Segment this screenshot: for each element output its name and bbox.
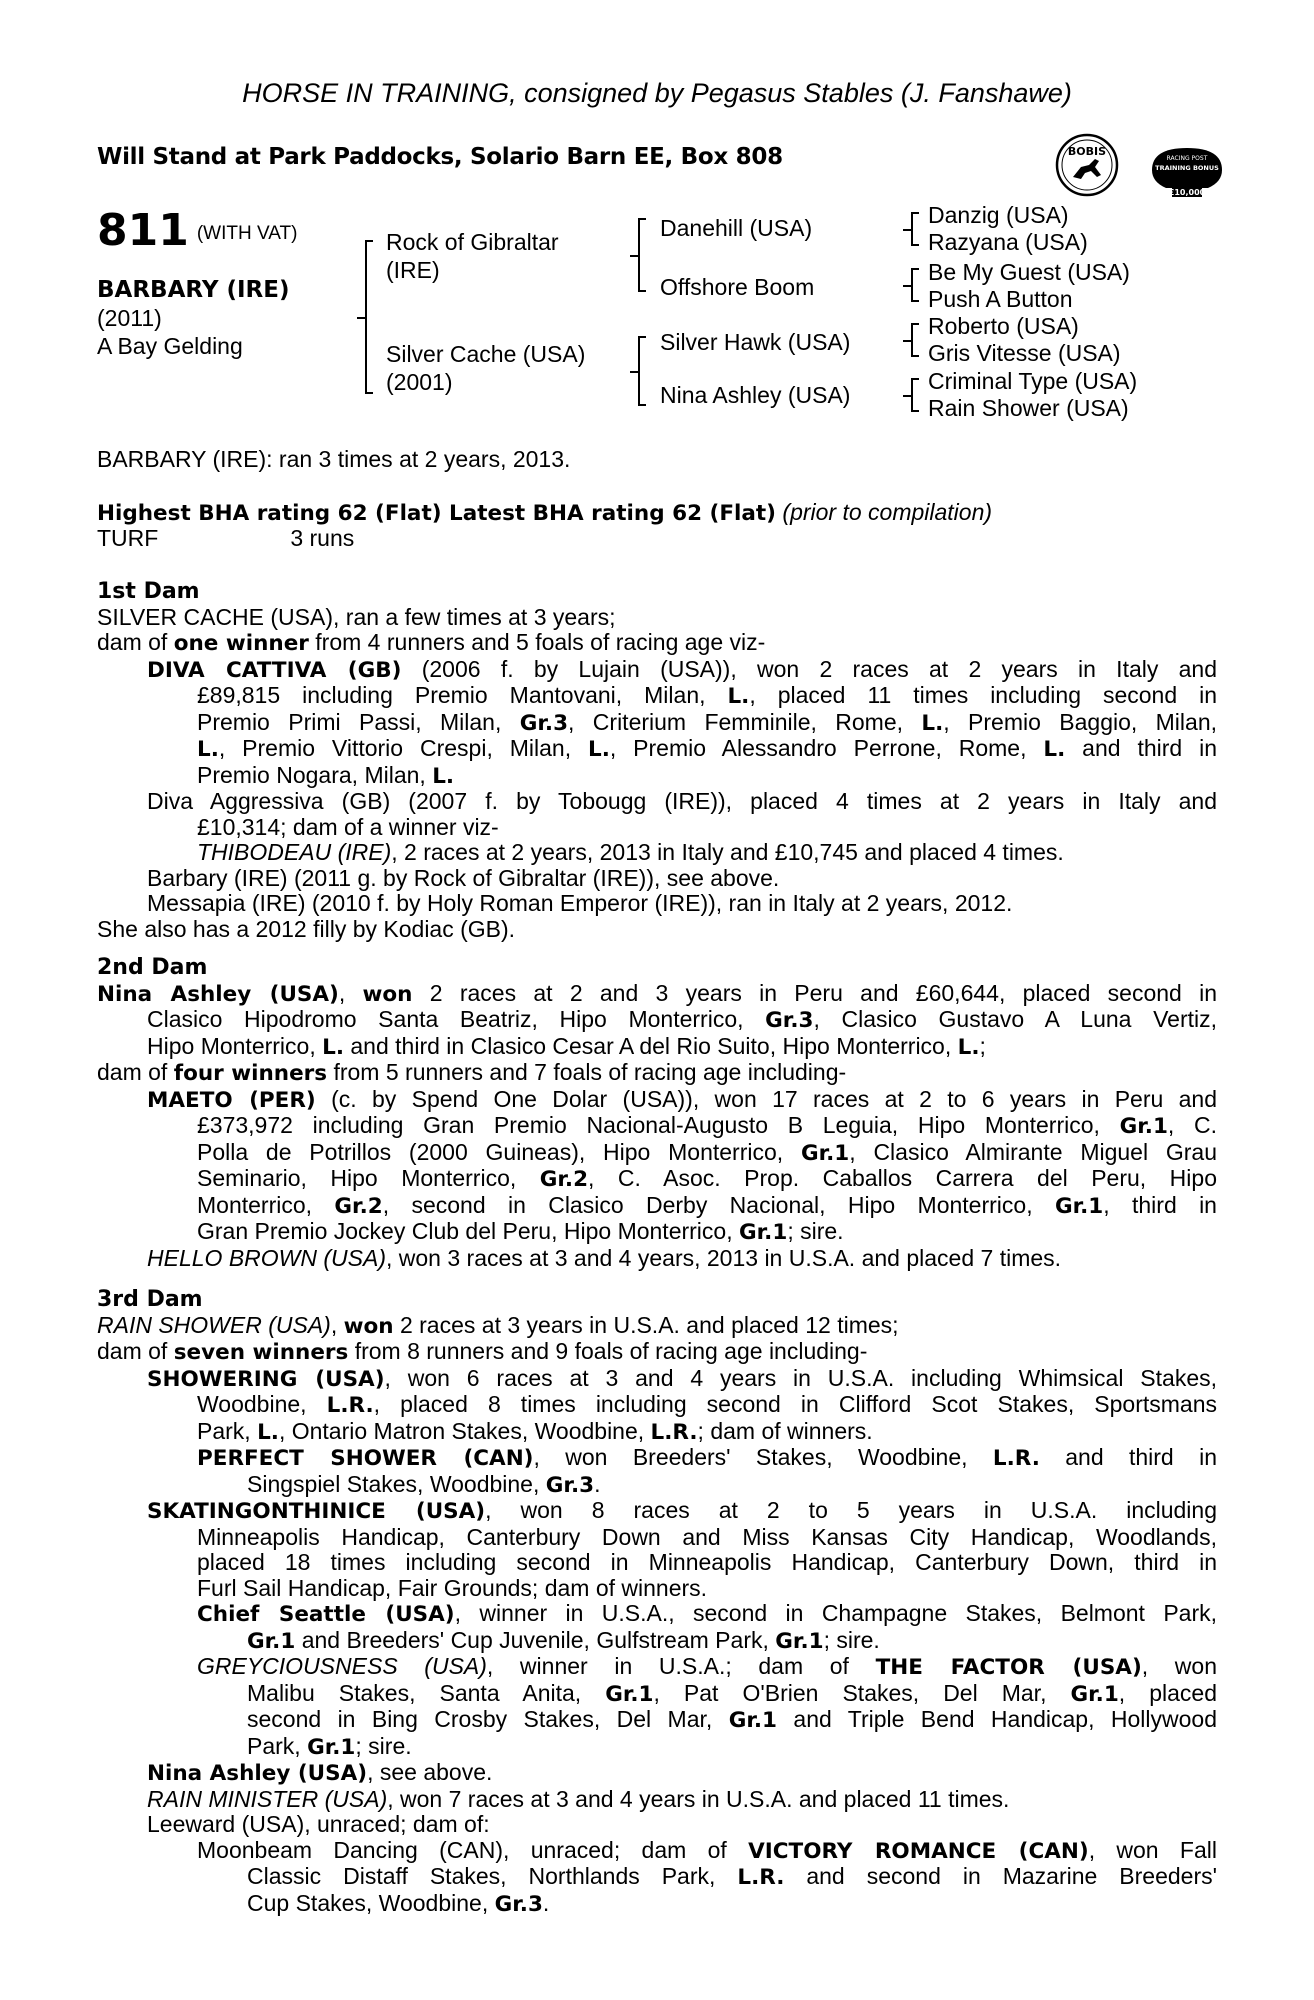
gen3-6: Gris Vitesse (USA)	[928, 340, 1121, 366]
training-bonus-logo	[1148, 142, 1226, 200]
sire-sire: Danehill (USA)	[660, 215, 813, 241]
sire-line1: Rock of Gibraltar	[386, 229, 559, 255]
stand-location: Will Stand at Park Paddocks, Solario Barn EE, Box 808	[97, 144, 783, 170]
gen3-3: Be My Guest (USA)	[928, 259, 1130, 285]
sire-dam: Offshore Boom	[660, 274, 815, 300]
gen3-8: Rain Shower (USA)	[928, 395, 1129, 421]
turf-label: TURF	[97, 525, 159, 551]
bonus-logo-top: RACING POST	[1166, 155, 1208, 162]
first-dam-also: She also has a 2012 filly by Kodiac (GB).	[97, 915, 516, 942]
lot-number	[97, 206, 297, 259]
gen3-7: Criminal Type (USA)	[928, 368, 1138, 394]
maeto-entry: MAETO (PER) (c. by Spend One Dolar (USA)), won 17 races at 2 to 6 years in Peru and	[147, 1085, 1217, 1113]
skatingonthinice-entry: SKATINGONTHINICE (USA), won 8 races at 2 to 5 years in U.S.A. including	[147, 1497, 1218, 1524]
first-dam-line: SILVER CACHE (USA), ran a few times at 3 years;	[97, 603, 616, 630]
gen3-2: Razyana (USA)	[928, 229, 1088, 255]
showering-entry: SHOWERING (USA), won 6 races at 3 and 4 years in U.S.A. including Whimsical Stakes,	[147, 1364, 1217, 1392]
rain-minister-entry: RAIN MINISTER (USA), won 7 races at 3 and 4 years in U.S.A. and placed 11 times.	[147, 1785, 1010, 1812]
bha-rating-bold: Highest BHA rating 62 (Flat) Latest BHA rating 62 (Flat)	[97, 501, 777, 526]
bonus-logo-amount: £10,000	[1168, 188, 1206, 197]
leeward-entry: Leeward (USA), unraced; dam of:	[147, 1811, 490, 1837]
thibodeau-entry: THIBODEAU (IRE), 2 races at 2 years, 2013 in Italy and £10,745 and placed 4 times.	[197, 839, 1064, 865]
first-dam-produce-line: dam of one winner from 4 runners and 5 foals of racing age viz-	[97, 629, 766, 656]
third-dam-heading: 3rd Dam	[97, 1287, 203, 1312]
bobis-logo-text: BOBIS	[1067, 145, 1107, 158]
dam-line2: (2001)	[386, 369, 453, 395]
dam-line1: Silver Cache (USA)	[386, 341, 586, 367]
first-dam-heading: 1st Dam	[97, 579, 200, 604]
vat-label: (WITH VAT)	[196, 223, 298, 244]
sire-line2: (IRE)	[386, 257, 440, 283]
second-dam-heading: 2nd Dam	[97, 955, 208, 980]
gen3-5: Roberto (USA)	[928, 313, 1079, 339]
dam-sire: Silver Hawk (USA)	[660, 329, 851, 355]
greyciousness-entry: GREYCIOUSNESS (USA), winner in U.S.A.; dam of THE FACTOR (USA), won	[197, 1653, 1217, 1680]
race-record: BARBARY (IRE): ran 3 times at 2 years, 2013.	[97, 446, 571, 472]
nina-ashley-entry: Nina Ashley (USA), see above.	[147, 1759, 493, 1786]
perfect-shower-entry: PERFECT SHOWER (CAN), won Breeders' Stakes, Woodbine, L.R. and third in	[197, 1444, 1217, 1471]
turf-record	[97, 526, 1217, 552]
barbary-entry: Barbary (IRE) (2011 g. by Rock of Gibraltar (IRE)), see above.	[147, 864, 780, 891]
horse-name: BARBARY (IRE)	[97, 277, 290, 303]
gen3-1: Danzig (USA)	[928, 202, 1069, 228]
first-dam-section: 1st Dam SILVER CACHE (USA), ran a few times at 3 years; dam of one winner from 4 runners and 5 foals of racing age viz- DIVA CATTIVA (GB) (2006 f. by Lujain (USA)), won 2 races at 2 years in Italy and £89,815 including Premio Mantovani, Milan, L., placed 11 times including second in Premio Primi Passi, Milan, Gr.3, Criterium Femminile, Rome, L., Premio Baggio, Milan, L., Premio Vittorio Crespi, Milan, L., Premio Alessandro Perrone, Rome, L. and third in Premio Nogara, Milan, L. Diva Aggressiva (GB) (2007 f. by Tobougg (IRE)), placed 4 times at 2 years in Italy and £10,314; dam of a winner viz- THIBODEAU (IRE), 2 races at 2 years, 2013 in Italy and £10,745 and placed 4 times. Barbary (IRE) (2011 g. by Rock of Gibraltar (IRE)), see above. Messapia (IRE) (2010 f. by Holy Roman Emperor (IRE)), ran in Italy at 2 years, 2012. She also has a 2012 filly by Kodiac (GB).	[97, 579, 1218, 942]
turf-runs: 3 runs	[290, 525, 355, 551]
horse-year: (2011)	[97, 305, 162, 331]
horse-description: A Bay Gelding	[97, 333, 243, 359]
bobis-logo	[1055, 133, 1119, 197]
second-dam-section: 2nd Dam Nina Ashley (USA), won 2 races at 2 and 3 years in Peru and £60,644, placed second in Clasico Hipodromo Santa Beatriz, Hipo Monterrico, Gr.3, Clasico Gustavo A Luna Vertiz, Hipo Monterrico, L. and third in Clasico Cesar A del Rio Suito, Hipo Monterrico, L.; dam of four winners from 5 runners and 7 foals of racing age including- MAETO (PER) (c. by Spend One Dolar (USA)), won 17 races at 2 to 6 years in Peru and £373,972 including Gran Premio Nacional-Augusto B Leguia, Hipo Monterrico, Gr.1, C. Polla de Potrillos (2000 Guineas), Hipo Monterrico, Gr.1, Clasico Almirante Miguel Grau Seminario, Hipo Monterrico, Gr.2, C. Asoc. Prop. Caballos Carrera del Peru, Hipo Monterrico, Gr.2, second in Clasico Derby Nacional, Hipo Monterrico, Gr.1, third in Gran Premio Jockey Club del Peru, Hipo Monterrico, Gr.1; sire. HELLO BROWN (USA), won 3 races at 3 and 4 years, 2013 in U.S.A. and placed 7 times.	[97, 955, 1218, 1271]
third-dam-section: 3rd Dam RAIN SHOWER (USA), won 2 races at 3 years in U.S.A. and placed 12 times; dam of seven winners from 8 runners and 9 foals of racing age including- SHOWERING (USA), won 6 races at 3 and 4 years in U.S.A. including Whimsical Stakes, Woodbine, L.R., placed 8 times including second in Clifford Scot Stakes, Sportsmans Park, L., Ontario Matron Stakes, Woodbine, L.R.; dam of winners. PERFECT SHOWER (CAN), won Breeders' Stakes, Woodbine, L.R. and third in Singspiel Stakes, Woodbine, Gr.3. SKATINGONTHINICE (USA), won 8 races at 2 to 5 years in U.S.A. including Minneapolis Handicap, Canterbury Down and Miss Kansas City Handicap, Woodlands, placed 18 times including second in Minneapolis Handicap, Canterbury Down, third in Furl Sail Handicap, Fair Grounds; dam of winners. Chief Seattle (USA), winner in U.S.A., second in Champagne Stakes, Belmont Park, Gr.1 and Breeders' Cup Juvenile, Gulfstream Park, Gr.1; sire. GREYCIOUSNESS (USA), winner in U.S.A.; dam of THE FACTOR (USA), won Malibu Stakes, Santa Anita, Gr.1, Pat O'Brien Stakes, Del Mar, Gr.1, placed second in Bing Crosby Stakes, Del Mar, Gr.1 and Triple Bend Handicap, Hollywood Park, Gr.1; sire. Nina Ashley (USA), see above. RAIN MINISTER (USA), won 7 races at 3 and 4 years in U.S.A. and placed 11 times. Leeward (USA), unraced; dam of: Moonbeam Dancing (CAN), unraced; dam of VICTORY ROMANCE (CAN), won Fall Classic Distaff Stakes, Northlands Park, L.R. and second in Mazarine Breeders' Cup Stakes, Woodbine, Gr.3.	[97, 1287, 1218, 1917]
dam-dam: Nina Ashley (USA)	[660, 382, 851, 408]
diva-cattiva-entry: DIVA CATTIVA (GB) (2006 f. by Lujain (USA)), won 2 races at 2 years in Italy and	[147, 655, 1217, 683]
moonbeam-dancing-entry: Moonbeam Dancing (CAN), unraced; dam of VICTORY ROMANCE (CAN), won Fall	[197, 1836, 1217, 1864]
bonus-logo-mid: TRAINING BONUS	[1155, 164, 1219, 172]
bha-rating	[97, 500, 1217, 527]
gen3-4: Push A Button	[928, 286, 1073, 312]
lot-number-value: 811	[97, 205, 189, 256]
consignor-header: HORSE IN TRAINING, consigned by Pegasus Stables (J. Fanshawe)	[242, 78, 1072, 108]
hello-brown-entry: HELLO BROWN (USA), won 3 races at 3 and 4 years, 2013 in U.S.A. and placed 7 times.	[147, 1244, 1062, 1271]
chief-seattle-entry: Chief Seattle (USA), winner in U.S.A., second in Champagne Stakes, Belmont Park,	[197, 1600, 1217, 1627]
bha-rating-note: (prior to compilation)	[782, 499, 993, 525]
diva-aggressiva-entry: Diva Aggressiva (GB) (2007 f. by Tobougg (IRE)), placed 4 times at 2 years in Italy and	[147, 788, 1217, 814]
messapia-entry: Messapia (IRE) (2010 f. by Holy Roman Emperor (IRE)), ran in Italy at 2 years, 2012.	[147, 890, 1013, 916]
